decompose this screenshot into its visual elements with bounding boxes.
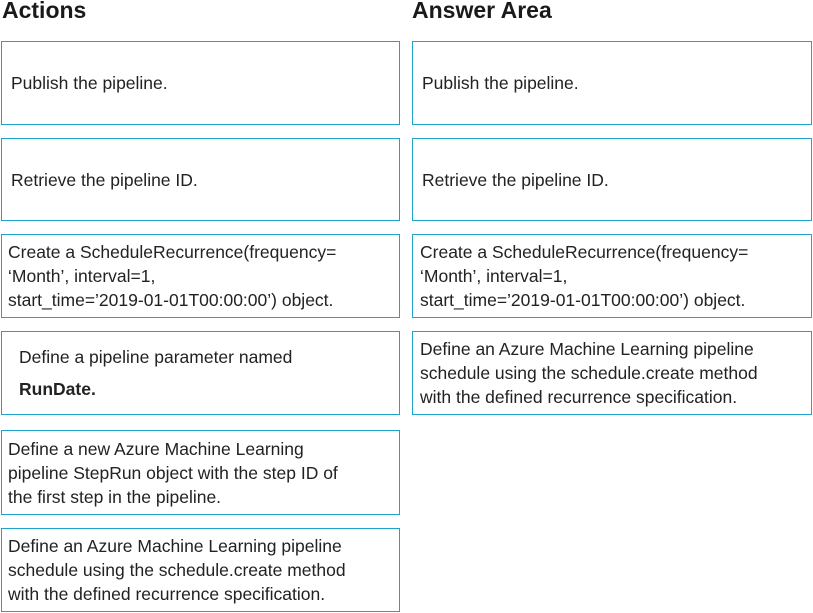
action-card-schedule-recurrence[interactable] <box>1 234 400 318</box>
answer-card-text: Create a ScheduleRecurrence(frequency= ‘Month’, interval=1, start_time=’2019-01-01T00:00:00’) object. <box>420 242 749 310</box>
action-card-text: Create a ScheduleRecurrence(frequency= ‘Month’, interval=1, start_time=’2019-01-01T00:00:00’) object. <box>8 242 337 310</box>
answer-card-define-schedule[interactable] <box>412 331 812 415</box>
action-card-pipeline-parameter[interactable] <box>1 331 400 415</box>
actions-heading: Actions <box>2 0 87 23</box>
answer-card-retrieve-id[interactable] <box>412 138 812 221</box>
answer-card-text: Define an Azure Machine Learning pipeline schedule using the schedule.create method with the defined recurrence specification. <box>420 339 758 407</box>
answer-card-text: Retrieve the pipeline ID. <box>422 169 609 190</box>
action-card-bold-text: RunDate. <box>19 379 96 399</box>
answer-area-heading: Answer Area <box>412 0 552 23</box>
action-card-text: Publish the pipeline. <box>11 73 168 93</box>
answer-card-schedule-recurrence[interactable] <box>412 234 812 318</box>
action-card-retrieve-id[interactable] <box>1 138 400 221</box>
action-card-steprun[interactable] <box>1 430 400 515</box>
action-card-text: Define a new Azure Machine Learning pipeline StepRun object with the step ID of the first step in the pipeline. <box>8 438 338 507</box>
answer-card-text: Publish the pipeline. <box>422 73 579 93</box>
action-card-text-block <box>19 321 292 425</box>
action-card-text: Define an Azure Machine Learning pipeline schedule using the schedule.create method with the defined recurrence specification. <box>8 536 346 604</box>
answer-card-publish[interactable] <box>412 41 812 125</box>
action-card-define-schedule[interactable] <box>1 528 400 612</box>
action-card-text: Retrieve the pipeline ID. <box>11 169 198 190</box>
action-card-publish[interactable] <box>1 41 400 125</box>
action-card-text: Define a pipeline parameter named <box>19 347 293 367</box>
